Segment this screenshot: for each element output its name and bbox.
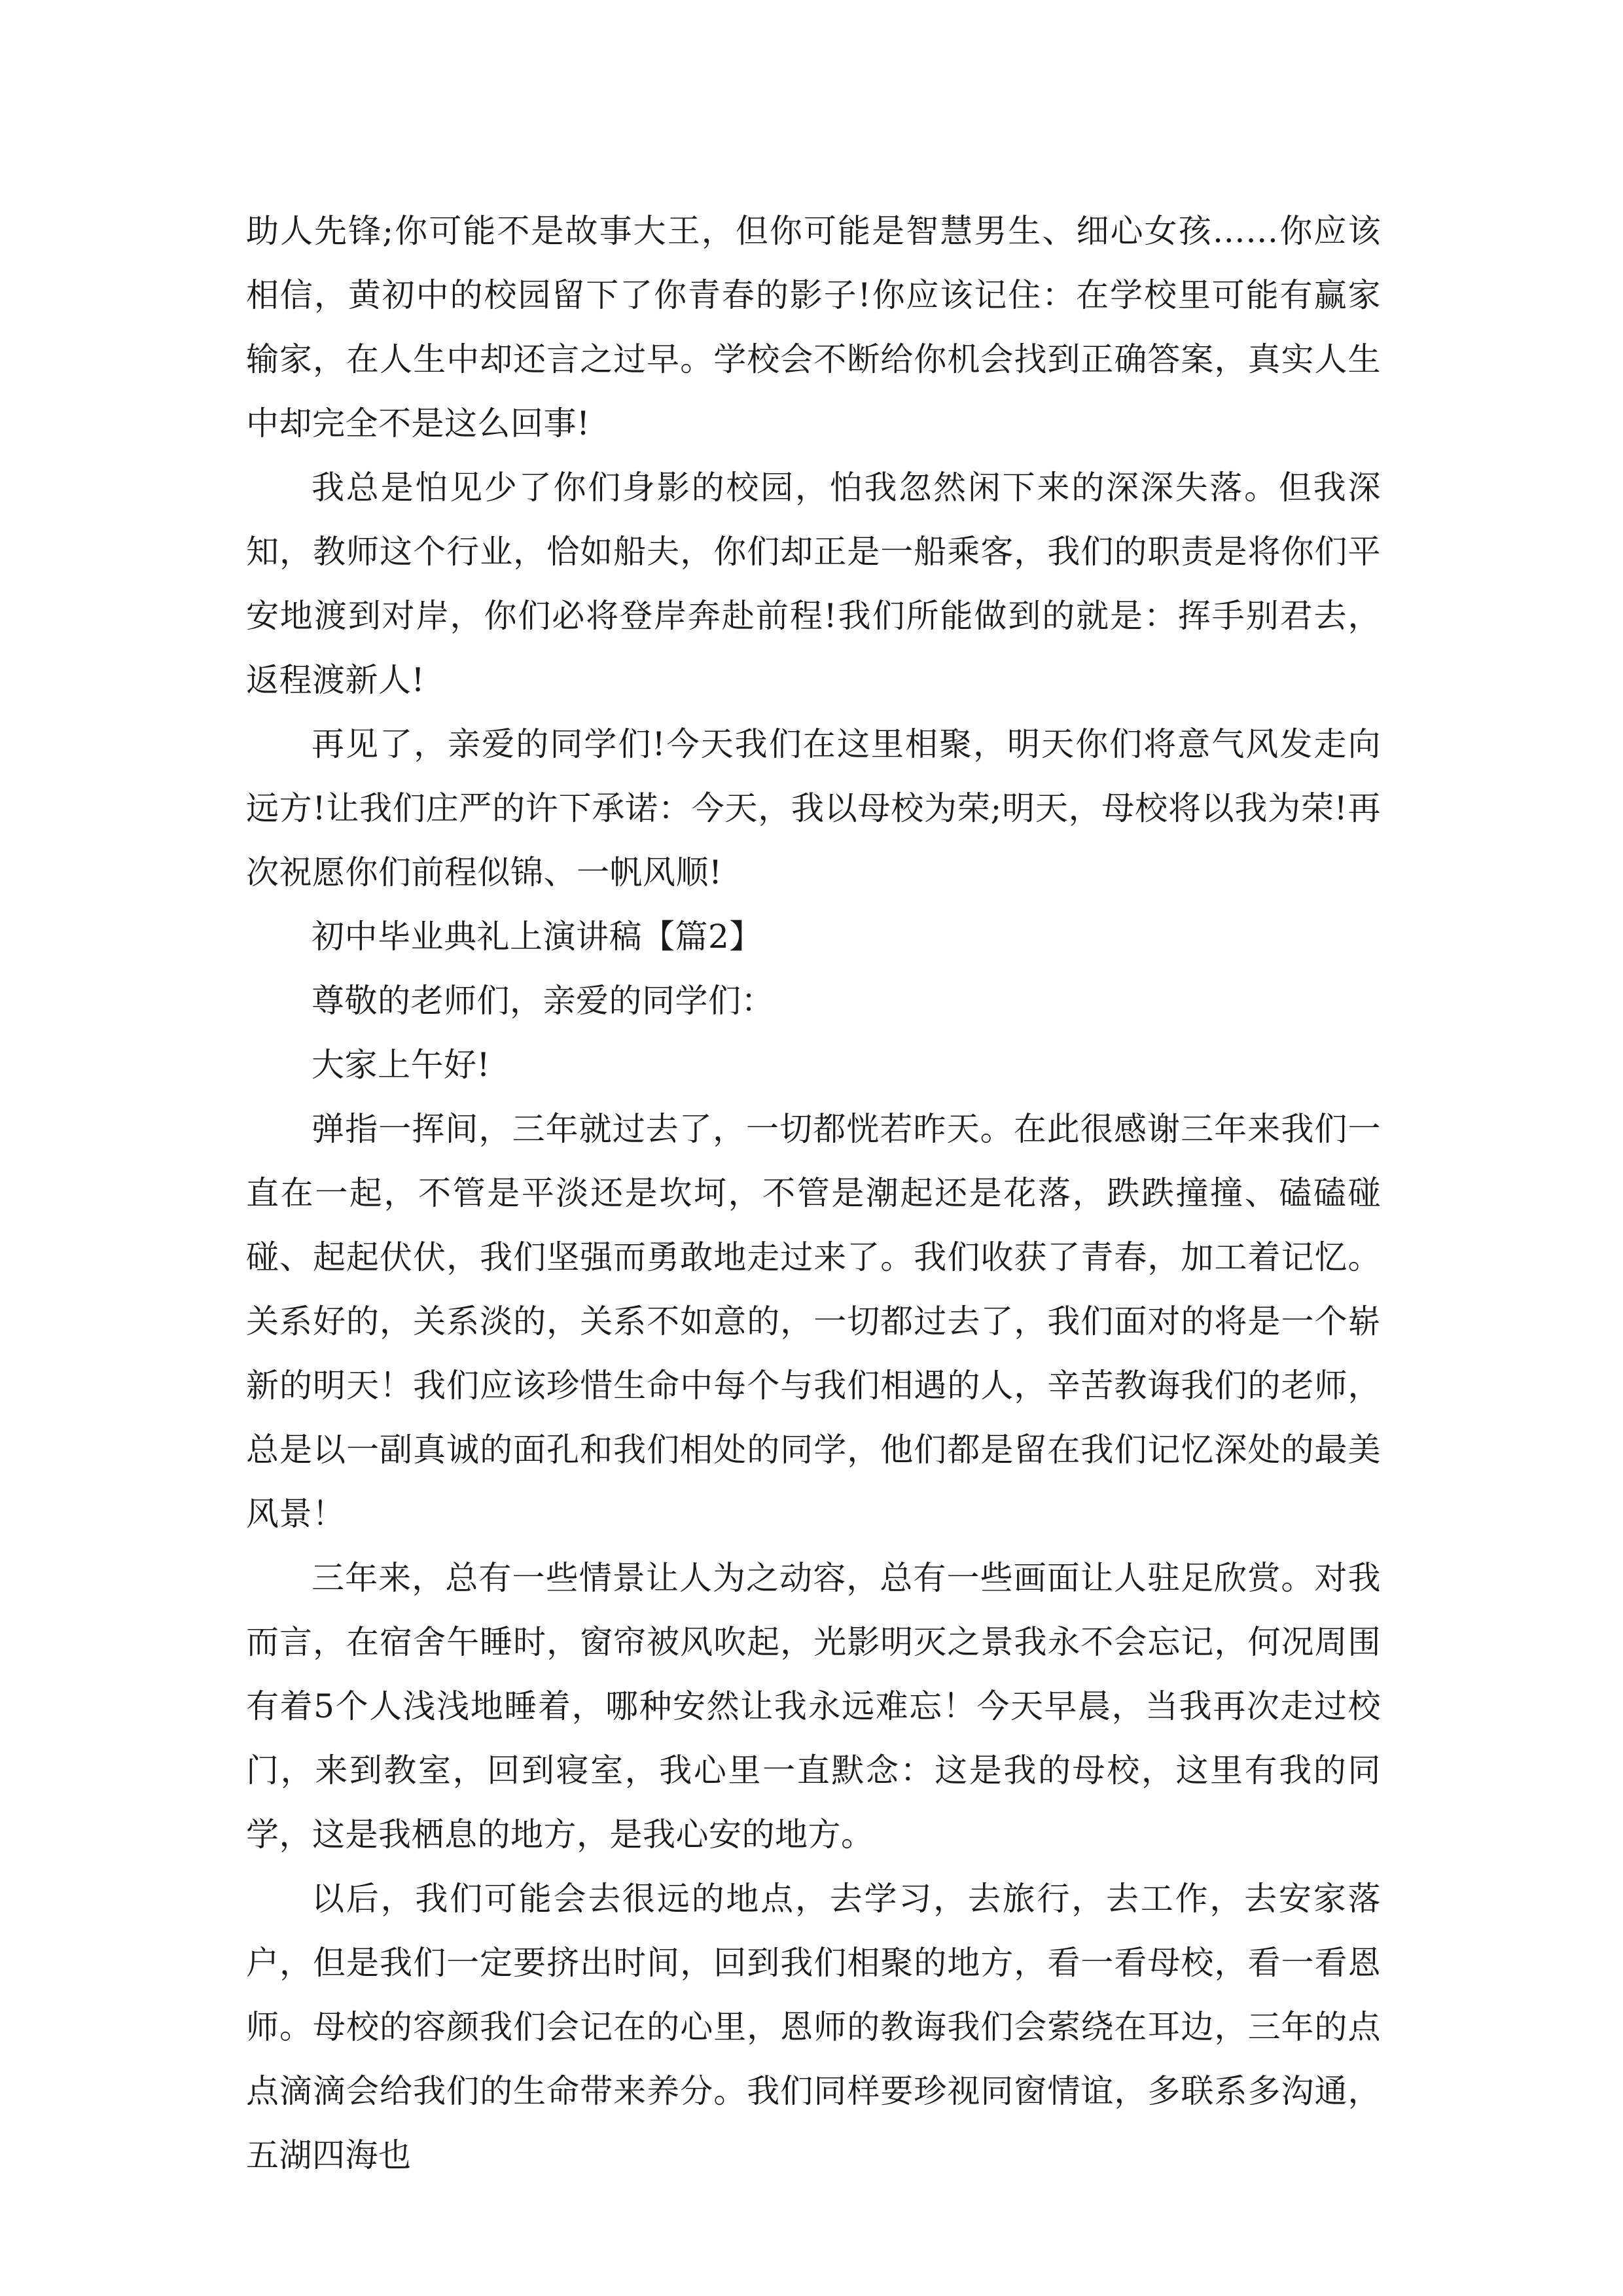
section-heading: 初中毕业典礼上演讲稿【篇2】	[312, 918, 762, 956]
paragraph-7: 弹指一挥间，三年就过去了，一切都恍若昨天。在此很感谢三年来我们一直在一起，不管是平淡还是坎坷，不管是潮起还是花落，跌跌撞撞、磕磕碰碰、起起伏伏，我们坚强而勇敢地走过来了。我们收获了青春，加工着记忆。关系好的，关系淡的，关系不如意的，一切都过去了，我们面对的将是一个崭新的明天！我们应该珍惜生命中每个与我们相遇的人，辛苦教诲我们的老师，总是以一副真诚的面孔和我们相处的同学，他们都是留在我们记忆深处的最美风景！	[246, 1110, 1381, 1533]
paragraph-1: 助人先锋;你可能不是故事大王，但你可能是智慧男生、细心女孩……你应该相信，黄初中的校园留下了你青春的影子!你应该记住：在学校里可能有赢家输家，在人生中却还言之过早。学校会不断给你机会找到正确答案，真实人生中却完全不是这么回事!	[246, 212, 1381, 442]
greeting: 大家上午好!	[312, 1046, 491, 1084]
paragraph-2: 我总是怕见少了你们身影的校园，怕我忽然闲下来的深深失落。但我深知，教师这个行业，恰如船夫，你们却正是一船乘客，我们的职责是将你们平安地渡到对岸，你们必将登岸奔赴前程!我们所能做到的就是：挥手别君去，返程渡新人!	[246, 469, 1381, 699]
salutation: 尊敬的老师们，亲爱的同学们：	[312, 982, 774, 1020]
paragraph-3: 再见了，亲爱的同学们!今天我们在这里相聚，明天你们将意气风发走向远方!让我们庄严的许下承诺：今天，我以母校为荣;明天，母校将以我为荣!再次祝愿你们前程似锦、一帆风顺!	[246, 725, 1381, 891]
document-body	[246, 199, 1381, 2187]
paragraph-9: 以后，我们可能会去很远的地点，去学习，去旅行，去工作，去安家落户，但是我们一定要挤出时间，回到我们相聚的地方，看一看母校，看一看恩师。母校的容颜我们会记在的心里，恩师的教诲我们会萦绕在耳边，三年的点点滴滴会给我们的生命带来养分。我们同样要珍视同窗情谊，多联系多沟通，五湖四海也	[246, 1880, 1381, 2174]
paragraph-8: 三年来，总有一些情景让人为之动容，总有一些画面让人驻足欣赏。对我而言，在宿舍午睡时，窗帘被风吹起，光影明灭之景我永不会忘记，何况周围有着5个人浅浅地睡着，哪种安然让我永远难忘！今天早晨，当我再次走过校门，来到教室，回到寝室，我心里一直默念：这是我的母校，这里有我的同学，这是我栖息的地方，是我心安的地方。	[246, 1559, 1381, 1854]
